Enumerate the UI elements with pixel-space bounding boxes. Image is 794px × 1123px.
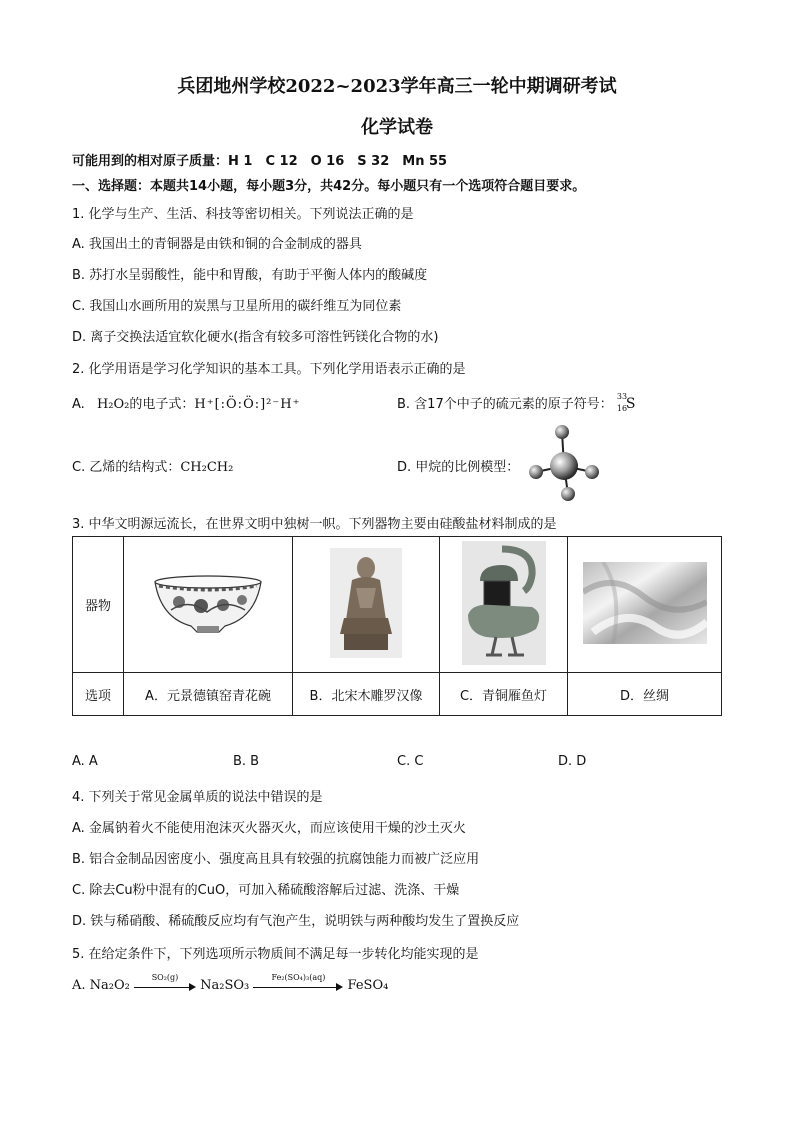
q5-a-end: FeSO₄ bbox=[347, 978, 389, 993]
wooden-arhat-statue-image bbox=[330, 548, 402, 658]
q5-option-a bbox=[72, 972, 389, 993]
q3-answer-d: D. D bbox=[558, 754, 587, 769]
reaction-arrow-1 bbox=[134, 972, 196, 993]
q2-option-c bbox=[72, 456, 233, 475]
q2-c-formula: CH₂CH₂ bbox=[180, 460, 234, 475]
atomic-masses: 可能用到的相对原子质量：H 1 C 12 O 16 S 32 Mn 55 bbox=[72, 154, 448, 169]
q3-stem: 3. 中华文明源远流长，在世界文明中独树一帜。下列器物主要由硅酸盐材料制成的是 bbox=[72, 517, 557, 532]
q1-stem: 1. 化学与生产、生活、科技等密切相关。下列说法正确的是 bbox=[72, 207, 414, 222]
q2-b-text: B. 含17个中子的硫元素的原子符号： bbox=[397, 397, 613, 412]
bowl-image-cell bbox=[124, 537, 293, 673]
bronze-goose-lamp-image bbox=[462, 541, 546, 665]
option-row-head: 选项 bbox=[73, 673, 124, 716]
option-row bbox=[73, 673, 722, 716]
section-heading: 一、选择题：本题共14小题，每小题3分，共42分。每小题只有一个选项符合题目要求。 bbox=[72, 179, 586, 194]
exam-subtitle: 化学试卷 bbox=[361, 117, 433, 138]
artifact-row bbox=[73, 537, 722, 673]
q3-table bbox=[72, 536, 722, 716]
q2-option-d: D. 甲烷的比例模型： bbox=[397, 460, 520, 475]
table-option-c: C．青铜雁鱼灯 bbox=[440, 673, 568, 716]
lamp-image-cell bbox=[440, 537, 568, 673]
table-option-a: A．元景德镇窑青花碗 bbox=[124, 673, 293, 716]
nuclide-mass-number: 33 bbox=[616, 391, 628, 401]
table-option-d: D．丝绸 bbox=[568, 673, 722, 716]
q3-answer-c: C. C bbox=[397, 754, 424, 769]
q4-option-c: C. 除去Cu粉中混有的CuO，可加入稀硫酸溶解后过滤、洗涤、干燥 bbox=[72, 883, 460, 898]
nuclide-element: S bbox=[625, 395, 636, 412]
q2-option-a bbox=[72, 393, 300, 412]
q5-stem: 5. 在给定条件下，下列选项所示物质间不满足每一步转化均能实现的是 bbox=[72, 947, 479, 962]
silk-fabric-image bbox=[583, 562, 707, 644]
q2-a-text: 的电子式： bbox=[129, 397, 195, 412]
q2-c-text: C. 乙烯的结构式： bbox=[72, 460, 181, 475]
q2-option-b bbox=[397, 393, 639, 414]
q1-option-d: D. 离子交换法适宜软化硬水(指含有较多可溶性钙镁化合物的水) bbox=[72, 330, 439, 345]
arrow-1-condition: SO₂(g) bbox=[151, 972, 179, 982]
q4-option-a: A. 金属钠着火不能使用泡沫灭火器灭火，而应该使用干燥的沙土灭火 bbox=[72, 821, 466, 836]
q3-answer-a: A. A bbox=[72, 754, 98, 769]
table-option-b: B．北宋木雕罗汉像 bbox=[293, 673, 440, 716]
arhat-image-cell bbox=[293, 537, 440, 673]
methane-model-image bbox=[522, 420, 602, 504]
q1-option-c: C. 我国山水画所用的炭黑与卫星所用的碳纤维互为同位素 bbox=[72, 299, 402, 314]
q4-stem: 4. 下列关于常见金属单质的说法中错误的是 bbox=[72, 790, 323, 805]
reaction-arrow-2 bbox=[253, 972, 343, 993]
q2-a-electron-formula: H⁺[:Ö:Ö:]²⁻H⁺ bbox=[194, 397, 301, 412]
nuclide-atomic-number: 16 bbox=[616, 403, 628, 413]
q3-answer-b: B. B bbox=[233, 754, 260, 769]
q2-stem: 2. 化学用语是学习化学知识的基本工具。下列化学用语表示正确的是 bbox=[72, 362, 466, 377]
blue-white-bowl-image bbox=[149, 568, 267, 638]
sulfur-nuclide-symbol bbox=[616, 391, 639, 414]
q2-a-formula: H₂O₂ bbox=[96, 397, 130, 412]
silk-image-cell bbox=[568, 537, 722, 673]
q1-option-b: B. 苏打水呈弱酸性，能中和胃酸，有助于平衡人体内的酸碱度 bbox=[72, 268, 428, 283]
q2-a-label: A. bbox=[72, 397, 85, 412]
q5-a-start: A. Na₂O₂ bbox=[72, 978, 130, 993]
arrow-2-condition: Fe₂(SO₄)₃(aq) bbox=[271, 972, 326, 982]
q1-option-a: A. 我国出土的青铜器是由铁和铜的合金制成的器具 bbox=[72, 237, 362, 252]
exam-title: 兵团地州学校2022~2023学年高三一轮中期调研考试 bbox=[177, 76, 617, 97]
artifact-row-head: 器物 bbox=[73, 537, 124, 673]
q5-a-middle: Na₂SO₃ bbox=[200, 978, 250, 993]
q4-option-d: D. 铁与稀硝酸、稀硫酸反应均有气泡产生，说明铁与两种酸均发生了置换反应 bbox=[72, 914, 520, 929]
q4-option-b: B. 铝合金制品因密度小、强度高且具有较强的抗腐蚀能力而被广泛应用 bbox=[72, 852, 480, 867]
